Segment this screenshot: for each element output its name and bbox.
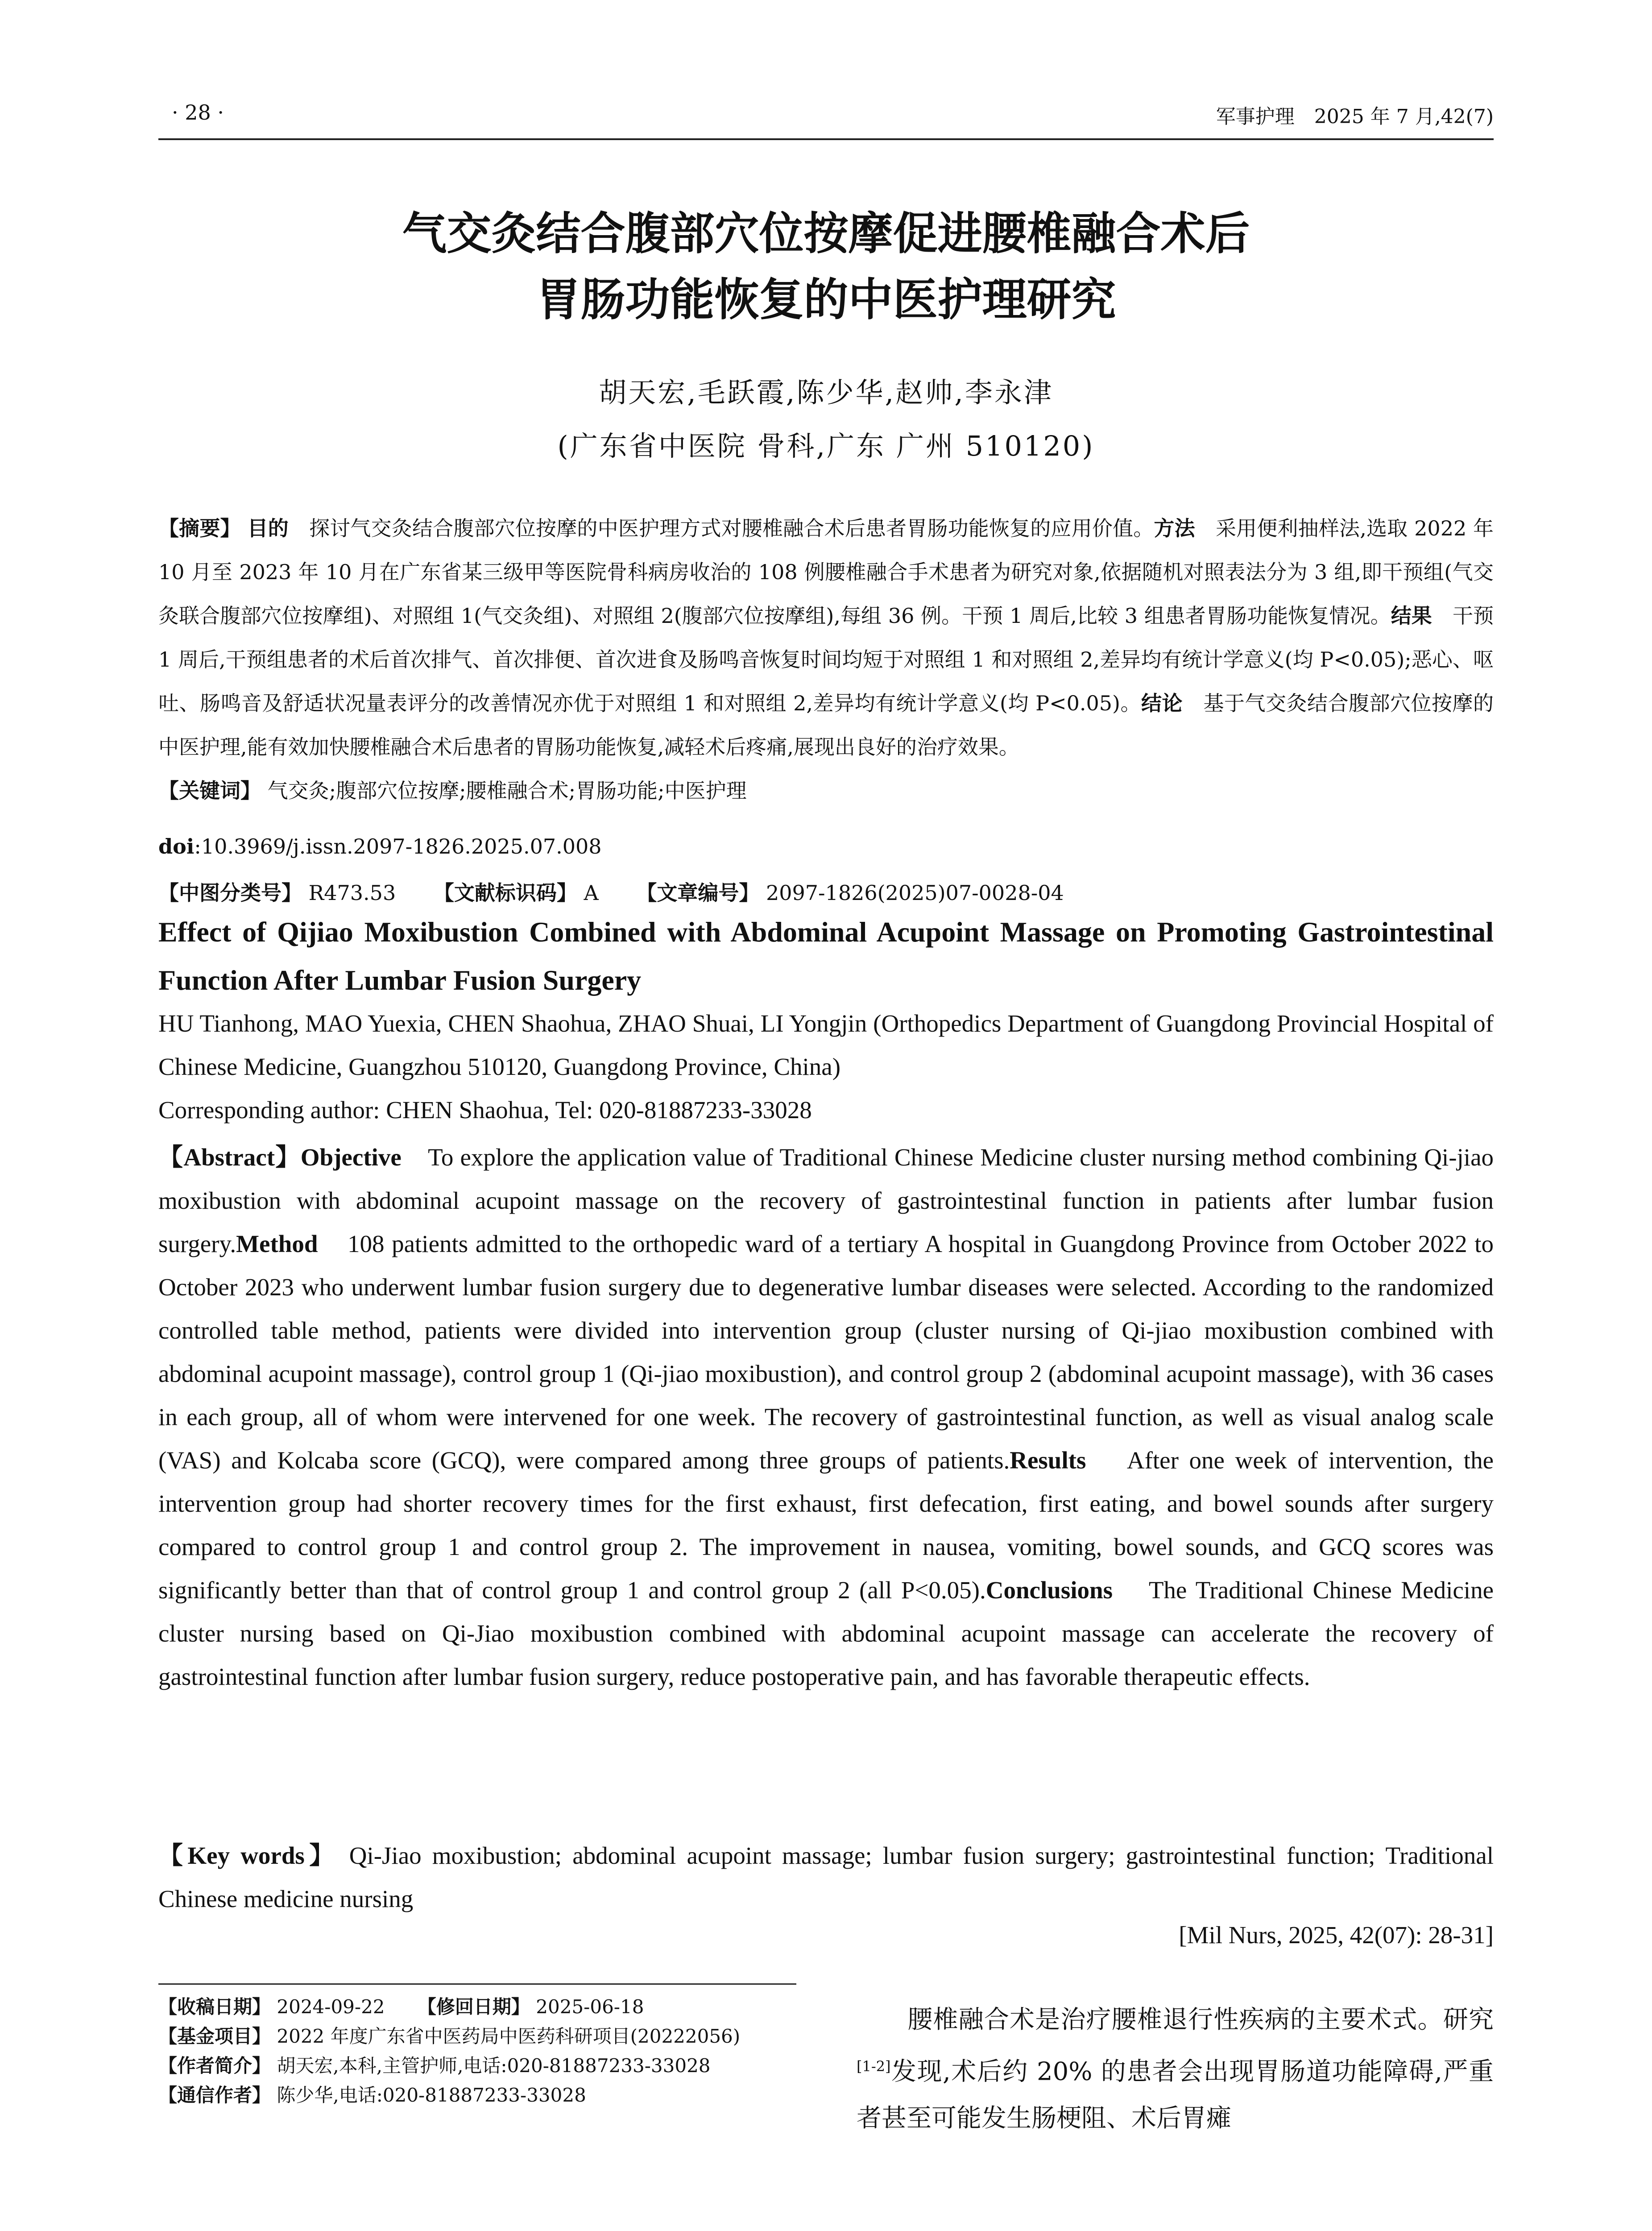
en-results-text: After one week of intervention, the intervention group had shorter recovery times for the first exhaust, first defecation, first eating, and bowel sounds after surgery compared to control group 1 and control group 2. The improvement in nausea, vomiting, bowel sounds, and GCQ scores was significantly better than that of control group 1 and control group 2 (all P<0.05).	[158, 1447, 1494, 1604]
body-text-part-2: 发现,术后约 20% 的患者会出现胃肠道功能障碍,严重者甚至可能发生肠梗阻、术后胃瘫	[857, 2057, 1494, 2133]
method-label: 方法	[1154, 516, 1195, 540]
en-abstract-label: 【Abstract】	[158, 1144, 301, 1171]
author-bio-line	[158, 2051, 805, 2081]
chinese-abstract	[158, 506, 1494, 813]
citation: [Mil Nurs, 2025, 42(07): 28-31]	[1179, 1921, 1494, 1949]
title-line-2: 胃肠功能恢复的中医护理研究	[536, 274, 1116, 326]
en-method-label: Method	[236, 1230, 318, 1257]
dates-line	[158, 1992, 805, 2022]
clc-label: 【中图分类号】	[158, 881, 302, 905]
title-line-1: 气交灸结合腹部穴位按摩促进腰椎融合术后	[402, 207, 1250, 260]
doc-code-value: A	[584, 881, 599, 905]
en-method-text: 108 patients admitted to the orthopedic ward of a tertiary A hospital in Guangdong Province from October 2022 to October 2023 who underwent lumbar fusion surgery due to degenerative lumbar diseases were selected. According to the randomized controlled table method, patients were divided into intervention group (cluster nursing of Qi-jiao moxibustion combined with abdominal acupoint massage), control group 1 (Qi-jiao moxibustion), and control group 2 (abdominal acupoint massage), with 36 cases in each group, all of whom were intervened for one week. The recovery of gastrointestinal function, as well as visual analog scale (VAS) and Kolcaba score (GCQ), were compared among three groups of patients.	[158, 1230, 1494, 1474]
article-number-label: 【文章编号】	[636, 881, 760, 905]
author-names: 胡天宏,毛跃霞,陈少华,赵帅,李永津	[599, 376, 1053, 409]
footnote-rule	[158, 1983, 796, 1985]
method-text: 采用便利抽样法,选取 2022 年 10 月至 2023 年 10 月在广东省某三级甲等医院骨科病房收治的 108 例腰椎融合手术患者为研究对象,依据随机对照表法分为 3 组,即干预组(气交灸联合腹部穴位按摩组)、对照组 1(气交灸组)、对照组 2(腹部穴位按摩组),每组 36 例。干预 1 周后,比较 3 组患者胃肠功能恢复情况。	[158, 516, 1494, 628]
en-keywords-label: 【Key words】	[158, 1842, 339, 1869]
fund-label: 【基金项目】	[158, 2025, 271, 2047]
english-title: Effect of Qijiao Moxibustion Combined with Abdominal Acupoint Massage on Promoting Gastrointestinal Function After Lumbar Fusion Surgery	[158, 916, 1494, 996]
en-objective-label: Objective	[300, 1144, 402, 1171]
en-conclusions-label: Conclusions	[985, 1576, 1113, 1604]
author-block	[158, 366, 1494, 473]
abstract-label: 【摘要】	[158, 516, 241, 540]
corr-author-line	[158, 2081, 805, 2110]
corr-author-label: 【通信作者】	[158, 2084, 271, 2106]
received-label: 【收稿日期】	[158, 1996, 271, 2018]
english-abstract	[158, 1136, 1494, 1698]
article-title	[158, 201, 1494, 333]
results-label: 结果	[1391, 604, 1432, 628]
footnotes	[158, 1992, 805, 2110]
author-bio-text: 胡天宏,本科,主管护师,电话:020-81887233-33028	[277, 2055, 711, 2077]
english-author-names: HU Tianhong, MAO Yuexia, CHEN Shaohua, ZHAO Shuai, LI Yongjin (Orthopedics Department of Guangdong Provincial Hospital of Chinese Medicine, Guangzhou 510120, Guangdong Province, China)	[158, 1010, 1494, 1080]
revised-date: 2025-06-18	[536, 1996, 644, 2018]
en-conclusions-text: The Traditional Chinese Medicine cluster nursing based on Qi-Jiao moxibustion combined with abdominal acupoint massage can accelerate the recovery of gastrointestinal function after lumbar fusion surgery, reduce postoperative pain, and has favorable therapeutic effects.	[158, 1576, 1494, 1690]
clc-value: R473.53	[308, 881, 396, 905]
body-text	[857, 1997, 1494, 2142]
article-number-value: 2097-1826(2025)07-0028-04	[766, 881, 1064, 905]
doi-line	[158, 834, 1494, 858]
classification-line	[158, 877, 1494, 906]
author-bio-label: 【作者简介】	[158, 2055, 271, 2077]
journal-info: 军事护理 2025 年 7 月,42(7)	[1216, 105, 1494, 128]
objective-text: 探讨气交灸结合腹部穴位按摩的中医护理方式对腰椎融合术后患者胃肠功能恢复的应用价值。	[309, 516, 1154, 540]
fund-text: 2022 年度广东省中医药局中医药科研项目(20222056)	[277, 2025, 741, 2047]
body-text-part-1: 腰椎融合术是治疗腰椎退行性疾病的主要术式。研究	[907, 2005, 1494, 2034]
doi-link[interactable]: :10.3969/j.issn.2097-1826.2025.07.008	[194, 834, 602, 858]
keywords-label: 【关键词】	[158, 779, 261, 803]
revised-label: 【修回日期】	[417, 1996, 530, 2018]
results-text: 干预 1 周后,干预组患者的术后首次排气、首次排便、首次进食及肠鸣音恢复时间均短于对照组 1 和对照组 2,差异均有统计学意义(均 P<0.05);恶心、呕吐、肠鸣音及舒适状况量表评分的改善情况亦优于对照组 1 和对照组 2,差异均有统计学意义(均 P<0.05)。	[158, 604, 1494, 715]
conclusion-text: 基于气交灸结合腹部穴位按摩的中医护理,能有效加快腰椎融合术后患者的胃肠功能恢复,减轻术后疼痛,展现出良好的治疗效果。	[158, 691, 1494, 759]
doc-code-label: 【文献标识码】	[433, 881, 577, 905]
corr-author-text: 陈少华,电话:020-81887233-33028	[277, 2084, 586, 2106]
objective-label: 目的	[247, 516, 289, 540]
conclusion-label: 结论	[1141, 691, 1183, 715]
corresponding-author: Corresponding author: CHEN Shaohua, Tel: 020-81887233-33028	[158, 1096, 812, 1124]
page-number: · 28 ·	[172, 100, 224, 124]
english-author-block	[158, 1002, 1494, 1132]
doi-label: doi	[158, 834, 195, 858]
fund-line	[158, 2022, 805, 2051]
reference-marker[interactable]: [1-2]	[857, 2058, 891, 2075]
en-results-label: Results	[1010, 1447, 1086, 1474]
english-keywords	[158, 1834, 1494, 1920]
keywords-text: 气交灸;腹部穴位按摩;腰椎融合术;胃肠功能;中医护理	[267, 779, 747, 803]
page-header	[158, 96, 1494, 132]
en-keywords-text: Qi-Jiao moxibustion; abdominal acupoint massage; lumbar fusion surgery; gastrointestinal function; Traditional Chinese medicine nursing	[158, 1842, 1494, 1912]
received-date: 2024-09-22	[277, 1996, 385, 2018]
author-affiliation: (广东省中医院 骨科,广东 广州 510120)	[557, 430, 1095, 462]
en-objective-text: To explore the application value of Traditional Chinese Medicine cluster nursing method combining Qi-jiao moxibustion with abdominal acupoint massage on the recovery of gastrointestinal function in patients after lumbar fusion surgery.	[158, 1144, 1494, 1257]
header-rule	[158, 138, 1494, 140]
